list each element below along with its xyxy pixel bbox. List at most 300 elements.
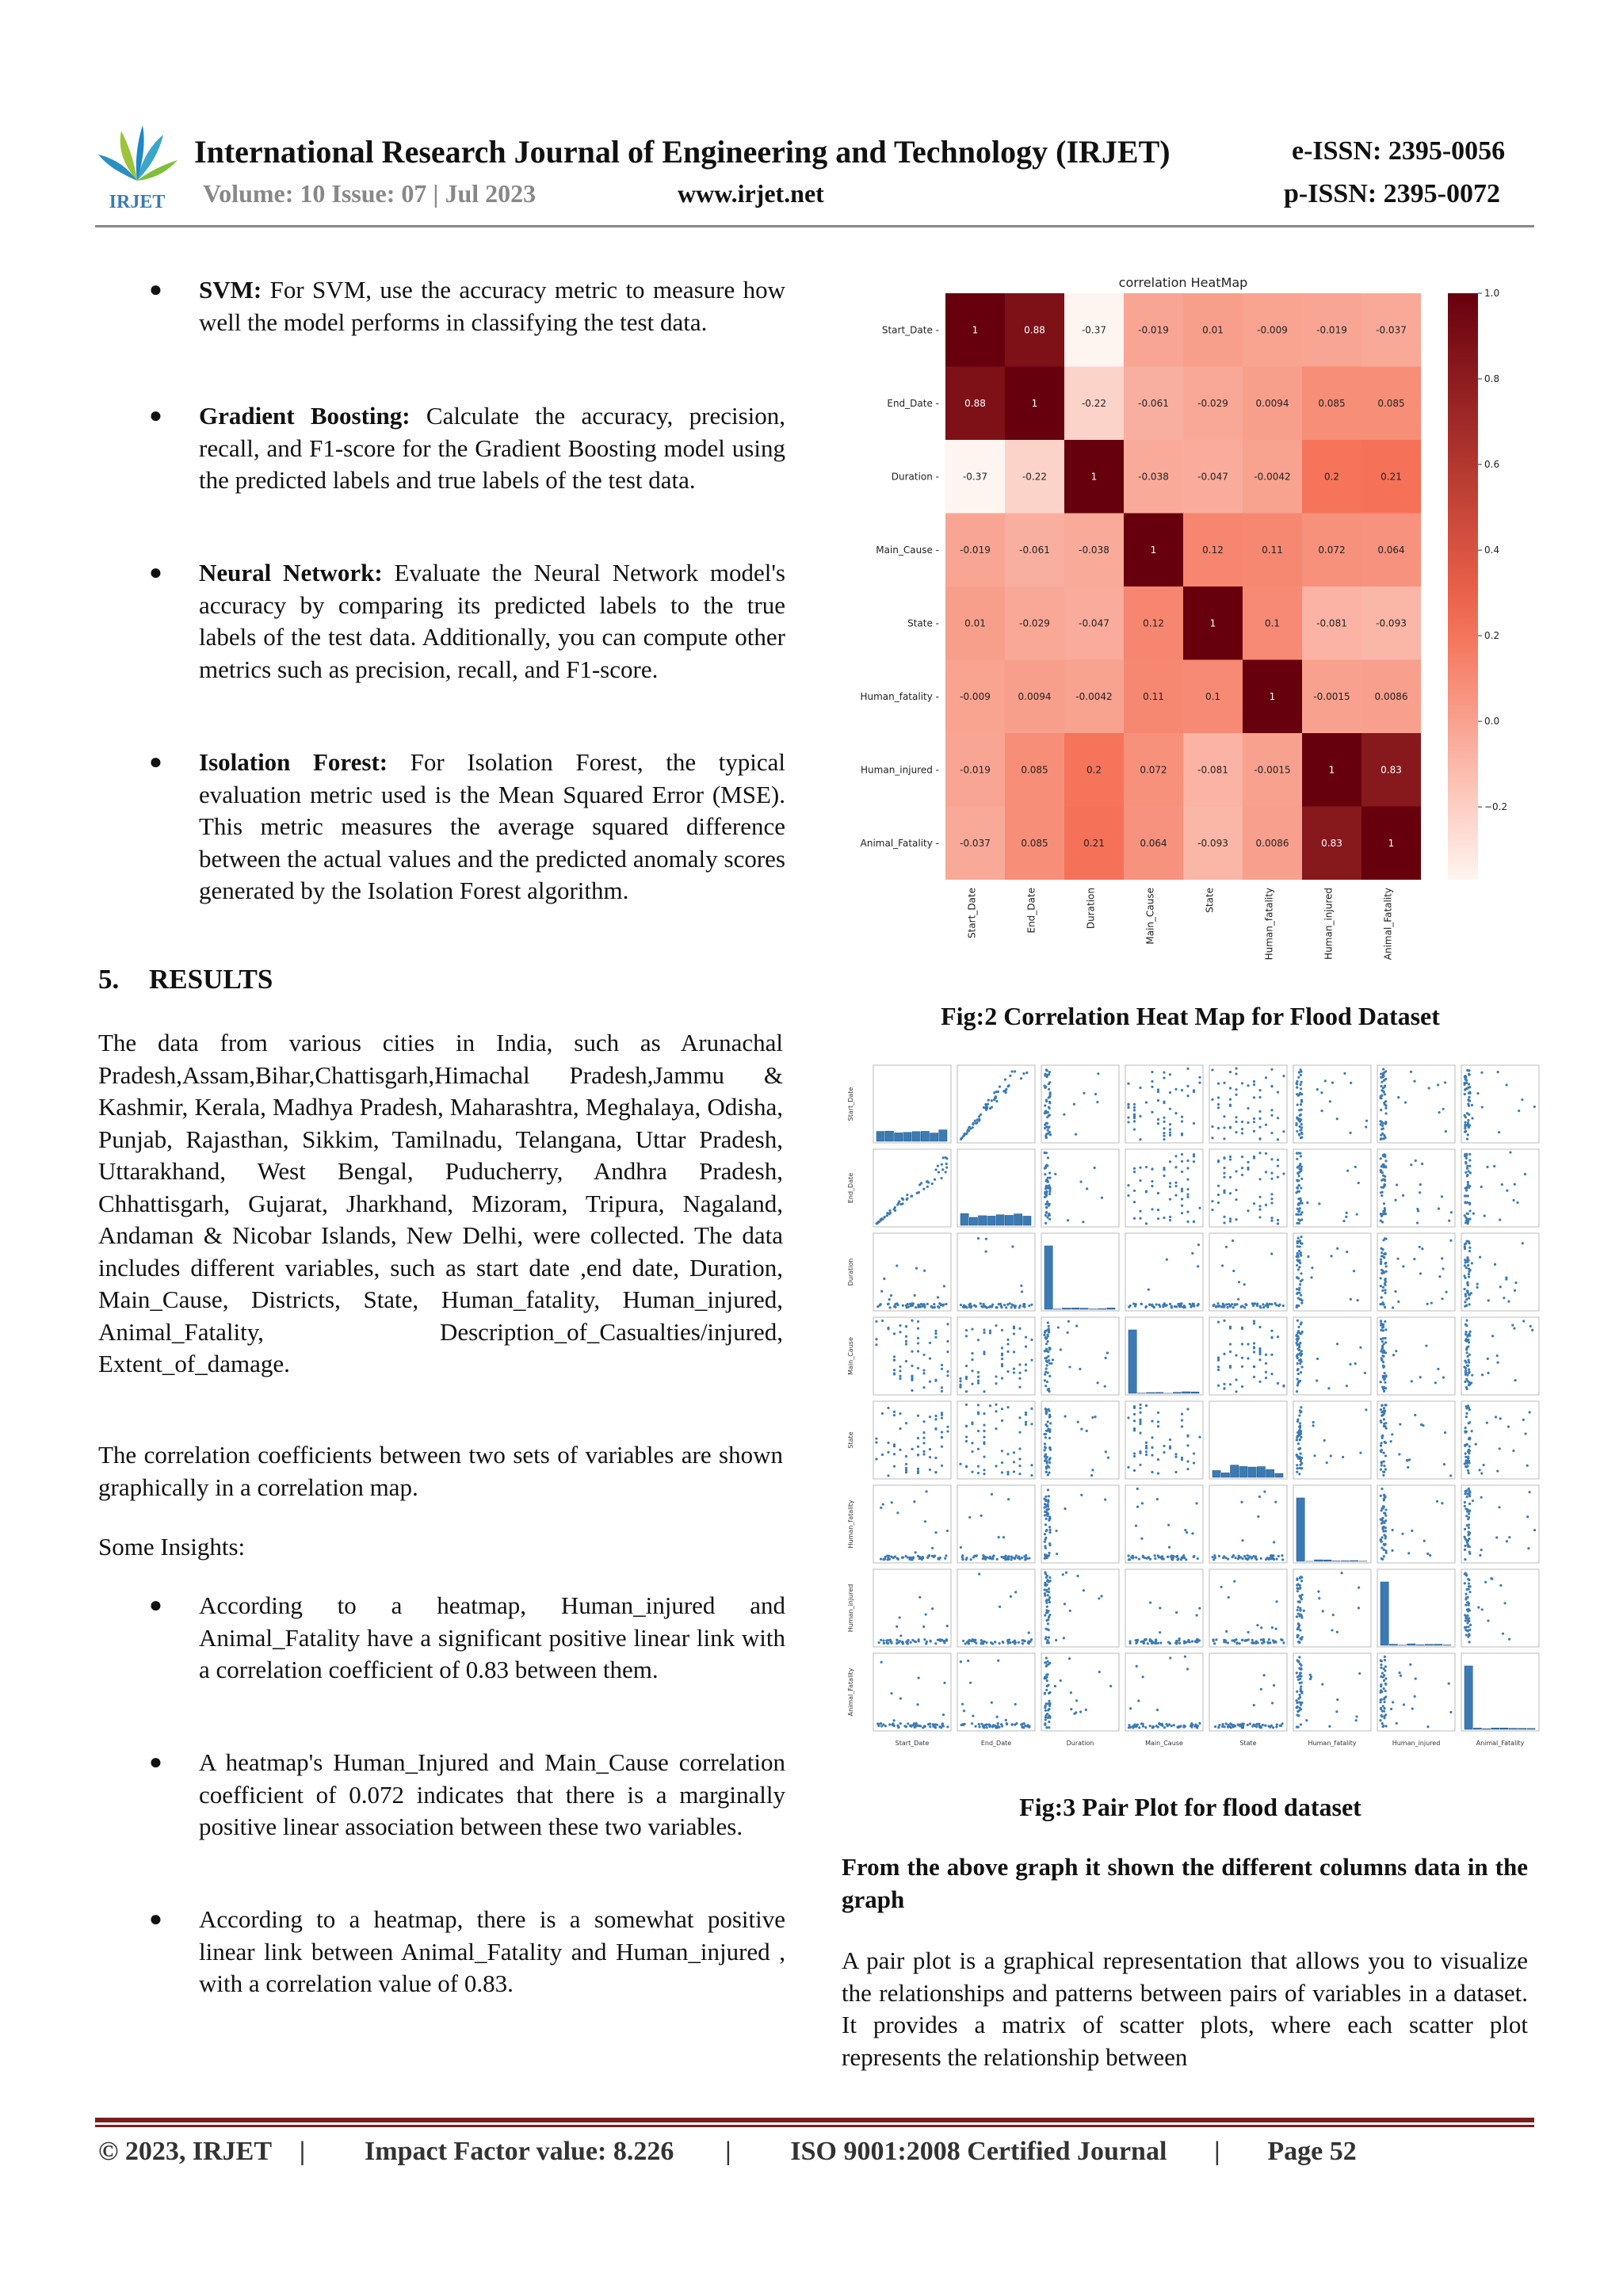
pairplot-point [959, 1386, 961, 1389]
logo-leaf-icon [98, 125, 178, 181]
pairplot-point [1380, 1329, 1382, 1331]
heatmap-cell-label: -0.029 [1197, 397, 1228, 409]
pairplot-cell [957, 1065, 1035, 1143]
pairplot-point [1467, 1636, 1469, 1638]
pairplot-point [991, 1493, 993, 1496]
pairplot-point [1301, 1366, 1304, 1368]
pairplot-point [983, 1430, 985, 1432]
pairplot-point [941, 1168, 944, 1171]
pairplot-point [1335, 1710, 1338, 1713]
pairplot-point [1018, 1377, 1021, 1380]
pairplot-hist-bar [960, 1213, 968, 1225]
pairplot-point [983, 1725, 985, 1727]
pairplot-point [1465, 1295, 1467, 1297]
pairplot-point [983, 1456, 985, 1458]
pairplot-point [1521, 1098, 1523, 1101]
pairplot-point [1410, 1163, 1412, 1166]
pairplot-y-label: State [847, 1431, 854, 1449]
pairplot-point [917, 1320, 919, 1323]
pairplot-point [1380, 1338, 1382, 1340]
pairplot-point [1018, 1465, 1021, 1467]
pairplot-point [1299, 1342, 1301, 1344]
pairplot-point [1383, 1679, 1385, 1682]
pairplot-point [1218, 1555, 1220, 1557]
pairplot-point [1300, 1682, 1303, 1684]
pairplot-point [1465, 1187, 1468, 1190]
pairplot-point [1381, 1358, 1383, 1361]
pairplot-point [1260, 1638, 1262, 1641]
pairplot-point [1001, 1358, 1003, 1360]
colorbar-tick-label: 0.2 [1484, 630, 1500, 642]
pairplot-point [1005, 1719, 1007, 1721]
pairplot-point [1136, 1506, 1139, 1508]
pairplot-point [1384, 1677, 1387, 1679]
heatmap-cell-label: 0.064 [1140, 837, 1167, 849]
pairplot-point [1299, 1198, 1301, 1200]
heatmap-col-label: Main_Cause [1144, 888, 1156, 945]
pairplot-hist-bar [1071, 1308, 1079, 1309]
pairplot-point [1468, 1069, 1470, 1072]
pairplot-point [1272, 1639, 1274, 1641]
pairplot-point [1258, 1152, 1261, 1154]
pairplot-point [1468, 1086, 1471, 1088]
pairplot-point [1383, 1555, 1385, 1557]
pairplot-point [1010, 1556, 1013, 1558]
pairplot-point [1508, 1536, 1510, 1538]
pairplot-point [914, 1725, 916, 1728]
pairplot-point [1267, 1642, 1270, 1645]
results-paragraph-1: The data from various cities in India, such as Arunachal Pradesh,Assam,Bihar,Chattisgarh,Himachal Pradesh,Jammu & Kashmir, Kerala, Madhya Pradesh, Maharashtra, Meghalaya, Odisha, Punjab, Rajasthan, Sikkim, Tamilnadu, Telangana, Uttar Pradesh, Uttarakhand, West Bengal, Puducherry, Andhra Pradesh, Chhattisgarh, Gujarat, Jharkhand, Mizoram, Tripura, Nagaland, Andaman & Nicobar Islands, New Delhi, were collected. The data includes different variables, such as start date ,end date, Duration, Main_Cause, Districts, State, Human_fatality, Human_injured, Animal_Fatality, Description_of_Casualties/injured, Extent_of_damage. [98, 1029, 783, 1377]
pairplot-point [961, 1558, 964, 1561]
pairplot-point [1046, 1606, 1048, 1608]
pairplot-point [1009, 1302, 1011, 1305]
pairplot-point [1384, 1512, 1386, 1515]
pairplot-point [1006, 1471, 1009, 1473]
pairplot-point [1381, 1710, 1384, 1712]
pairplot-point [1379, 1719, 1381, 1721]
heatmap-cell-label: -0.37 [962, 471, 988, 483]
pairplot-cell-frame [1293, 1233, 1371, 1311]
pairplot-point [1044, 1706, 1046, 1709]
pairplot-point [980, 1515, 983, 1517]
pairplot-point [1468, 1604, 1470, 1606]
pairplot-point [1380, 1285, 1382, 1287]
pairplot-point [946, 1530, 949, 1532]
pairplot-point [1175, 1305, 1178, 1308]
pairplot-point [1277, 1335, 1279, 1338]
pairplot-point [1018, 1416, 1021, 1419]
pairplot-point [1173, 1724, 1175, 1726]
pairplot-point [1380, 1171, 1382, 1173]
pairplot-cell-frame [1041, 1653, 1119, 1731]
pairplot-point [983, 1390, 985, 1392]
pairplot-point [1299, 1607, 1301, 1610]
pairplot-point [1449, 1240, 1452, 1242]
pairplot-point [946, 1426, 949, 1428]
pairplot-point [1464, 1301, 1466, 1303]
pairplot-point [1465, 1378, 1468, 1381]
pairplot-point [1310, 1675, 1312, 1678]
heatmap-cell-label: 0.01 [1202, 324, 1224, 336]
pairplot-point [920, 1303, 922, 1305]
figure-2-caption: Fig:2 Correlation Heat Map for Flood Dataset [941, 1002, 1440, 1030]
pairplot-point [909, 1641, 911, 1644]
pairplot-point [1476, 1092, 1479, 1095]
pairplot-point [1048, 1721, 1050, 1723]
pairplot-point [944, 1557, 946, 1560]
pairplot-point [1280, 1725, 1282, 1727]
pairplot-point [1467, 1181, 1469, 1183]
pairplot-point [1181, 1153, 1183, 1156]
pairplot-point [1133, 1469, 1136, 1472]
pairplot-point [911, 1724, 914, 1726]
pairplot-point [1296, 1471, 1298, 1473]
pairplot-point [1156, 1498, 1159, 1500]
pairplot-point [1217, 1194, 1220, 1196]
bullet-text: Evaluate the Neural Network model's accuracy by comparing its predicted labels to the true labels of the test data. Additionally, you can compute other metrics such as precision, recall, and F1-score. [199, 559, 785, 683]
pairplot-point [1464, 1264, 1466, 1266]
pairplot-point [922, 1420, 925, 1423]
pairplot-point [1030, 1358, 1033, 1361]
pairplot-point [1044, 1718, 1047, 1721]
pairplot-point [1468, 1445, 1471, 1447]
pairplot-point [1014, 1703, 1017, 1706]
journal-website[interactable]: www.irjet.net [678, 179, 824, 208]
pairplot-point [1223, 1137, 1225, 1140]
pairplot-point [1223, 1216, 1225, 1218]
pairplot-point [1465, 1615, 1468, 1618]
pairplot-point [1383, 1418, 1385, 1420]
pairplot-point [1391, 1433, 1393, 1435]
pairplot-point [1008, 1638, 1010, 1641]
pairplot-point [937, 1165, 939, 1167]
pairplot-point [1237, 1723, 1239, 1725]
pairplot-cell [1125, 1065, 1203, 1143]
pairplot-point [1468, 1384, 1470, 1386]
pairplot-cell-frame [1461, 1401, 1539, 1479]
pairplot-point [1406, 1459, 1408, 1461]
pairplot-point [1301, 1278, 1304, 1281]
irjet-logo [94, 119, 181, 214]
pairplot-point [1346, 1170, 1349, 1172]
pairplot-point [1503, 1297, 1505, 1299]
pairplot-point [1450, 1211, 1453, 1213]
pairplot-point [1018, 1473, 1021, 1475]
pairplot-cell [1125, 1317, 1203, 1395]
pairplot-point [1133, 1167, 1136, 1170]
pairplot-point [1305, 1719, 1308, 1721]
pairplot-point [888, 1298, 891, 1301]
pairplot-point [931, 1547, 934, 1549]
heatmap-cell-label: -0.029 [1019, 617, 1050, 629]
pairplot-point [1048, 1102, 1051, 1104]
pairplot-point [972, 1715, 974, 1717]
pairplot-point [1262, 1724, 1264, 1726]
pairplot-cell-frame [1377, 1401, 1455, 1479]
pairplot-point [1229, 1087, 1232, 1089]
pairplot-point [1254, 1557, 1257, 1560]
pairplot-point [1151, 1446, 1153, 1449]
pairplot-point [1166, 1304, 1168, 1306]
pairplot-point [1075, 1699, 1078, 1702]
pairplot-point [1464, 1201, 1466, 1203]
heatmap-cell-label: -0.0015 [1254, 764, 1291, 776]
pairplot-point [1129, 1305, 1132, 1307]
pairplot-point [1384, 1100, 1387, 1102]
pairplot-intro-bold: From the above graph it shown the different columns data in the graph [842, 1853, 1528, 1913]
heatmap-cell-label: 1 [972, 324, 979, 336]
pairplot-point [1186, 1179, 1189, 1181]
pairplot-y-label: Animal_Fatality [847, 1668, 854, 1717]
pairplot-point [1101, 1197, 1103, 1199]
pairplot-point [1174, 1166, 1177, 1168]
pairplot-point [1079, 1180, 1082, 1182]
pairplot-point [1047, 1488, 1049, 1491]
pairplot-point [1382, 1375, 1384, 1377]
pairplot-point [1381, 1165, 1383, 1167]
pairplot-point [1533, 1106, 1536, 1108]
pairplot-point [1048, 1190, 1051, 1193]
pairplot-point [1167, 1524, 1170, 1526]
pairplot-point [1142, 1675, 1144, 1678]
pairplot-point [1229, 1217, 1232, 1220]
pairplot-point [977, 1448, 980, 1450]
pairplot-point [1300, 1686, 1302, 1688]
pairplot-cell [1293, 1569, 1371, 1647]
pairplot-point [984, 1103, 987, 1106]
pairplot-point [1174, 1182, 1177, 1184]
pairplot-point [885, 1641, 888, 1644]
pairplot-point [1186, 1468, 1189, 1470]
pairplot-point [1044, 1541, 1046, 1543]
pairplot-point [1326, 1461, 1328, 1464]
pairplot-point [1048, 1472, 1050, 1474]
pairplot-point [941, 1368, 943, 1370]
pairplot-point [1223, 1388, 1225, 1390]
pairplot-cell [873, 1485, 951, 1563]
pairplot-point [1018, 1457, 1021, 1460]
pairplot-point [977, 1237, 980, 1240]
pairplot-point [1383, 1091, 1385, 1093]
pairplot-point [1048, 1415, 1051, 1418]
pairplot-point [1296, 1368, 1299, 1370]
pairplot-point [1390, 1708, 1392, 1710]
pairplot-point [1299, 1675, 1301, 1677]
pairplot-point [1241, 1082, 1243, 1084]
pairplot-point [1265, 1171, 1267, 1173]
pairplot-point [888, 1209, 891, 1212]
pairplot-point [875, 1338, 877, 1340]
pairplot-point [1395, 1350, 1397, 1352]
pairplot-point [1381, 1536, 1383, 1538]
heatmap-row-label: Start_Date - [881, 324, 939, 336]
pairplot-point [1281, 1558, 1284, 1561]
pairplot-point [1296, 1186, 1298, 1189]
pairplot-point [1381, 1698, 1383, 1701]
pairplot-point [1384, 1683, 1387, 1686]
pairplot-point [1381, 1435, 1383, 1438]
pairplot-point [1229, 1326, 1232, 1328]
pairplot-point [1186, 1668, 1189, 1670]
pairplot-point [1465, 1456, 1467, 1458]
pairplot-point [1328, 1725, 1331, 1728]
pairplot-point [1265, 1377, 1267, 1379]
volume-info: Volume: 10 Issue: 07 | Jul 2023 [203, 179, 537, 208]
pairplot-point [1381, 1255, 1383, 1257]
pairplot-point [1020, 1285, 1022, 1287]
pairplot-point [974, 1120, 976, 1122]
pairplot-point [941, 1364, 943, 1366]
pairplot-point [1135, 1556, 1137, 1558]
bullet-text: For SVM, use the accuracy metric to measure how well the model performs in classifying the test data. [199, 276, 785, 336]
pairplot-point [1480, 1472, 1483, 1474]
pairplot-point [1281, 1554, 1283, 1557]
pairplot-point [929, 1456, 931, 1458]
pairplot-point [1047, 1610, 1049, 1612]
pairplot-point [1220, 1305, 1223, 1308]
pairplot-point [934, 1531, 937, 1534]
pairplot-point [1380, 1419, 1382, 1422]
pairplot-point [1045, 1467, 1048, 1469]
pairplot-point [1094, 1093, 1097, 1095]
pairplot-point [1380, 1261, 1382, 1263]
pairplot-point [1151, 1167, 1153, 1170]
pairplot-point [1466, 1167, 1468, 1170]
pairplot-point [1045, 1702, 1048, 1705]
pairplot-point [1133, 1128, 1136, 1130]
pairplot-point [922, 1450, 925, 1453]
pairplot-point [1047, 1111, 1049, 1114]
heatmap-cell-label: -0.22 [1022, 471, 1048, 483]
pairplot-point [1465, 1162, 1467, 1164]
pairplot-point [1174, 1088, 1177, 1091]
pairplot-point [915, 1641, 917, 1643]
pairplot-x-label: Animal_Fatality [1476, 1740, 1525, 1747]
pairplot-point [1407, 1466, 1409, 1469]
pairplot-y-label: Human_fatality [847, 1499, 854, 1549]
pairplot-point [887, 1556, 889, 1558]
pairplot-point [1469, 1624, 1472, 1626]
pairplot-cell [1209, 1653, 1287, 1731]
pairplot-point [1157, 1554, 1159, 1557]
pairplot-point [877, 1723, 880, 1725]
pairplot-point [1044, 1442, 1046, 1445]
pairplot-point [1170, 1725, 1173, 1727]
pairplot-point [1075, 1711, 1077, 1713]
pairplot-point [1298, 1380, 1300, 1382]
pairplot-point [1221, 1725, 1224, 1728]
pairplot-point [1464, 1501, 1466, 1503]
heatmap-row-label: State - [907, 617, 939, 629]
heatmap-cell-label: 1 [1269, 690, 1276, 702]
pairplot-point [890, 1294, 892, 1297]
pairplot-point [1296, 1671, 1298, 1674]
pairplot-point [1183, 1557, 1186, 1559]
pairplot-point [1350, 1082, 1352, 1084]
pairplot-point [1212, 1640, 1215, 1642]
pairplot-point [1229, 1156, 1232, 1158]
pairplot-point [1466, 1175, 1468, 1177]
pairplot-point [1234, 1725, 1236, 1727]
pairplot-point [1465, 1443, 1468, 1446]
pairplot-point [1049, 1457, 1052, 1459]
pairplot-point [1298, 1710, 1300, 1712]
pairplot-point [1159, 1556, 1162, 1558]
pairplot-point [1296, 1264, 1298, 1266]
pairplot-point [965, 1404, 968, 1406]
pairplot-point [1430, 1301, 1433, 1304]
pairplot-point [927, 1723, 930, 1725]
pairplot-cell [1041, 1653, 1119, 1731]
pairplot-point [1480, 1186, 1483, 1188]
pairplot-point [1297, 1326, 1300, 1328]
pairplot-point [968, 1516, 971, 1519]
pairplot-point [1464, 1538, 1466, 1540]
pairplot-point [1381, 1528, 1384, 1530]
pairplot-point [905, 1467, 907, 1469]
pairplot-point [977, 1430, 980, 1432]
pairplot-point [1229, 1722, 1232, 1725]
pairplot-point [1214, 1725, 1216, 1728]
pairplot-point [934, 1306, 936, 1308]
pairplot-point [1176, 1555, 1178, 1557]
pairplot-point [1417, 1209, 1419, 1212]
pairplot-point [1468, 1096, 1470, 1098]
pairplot-point [1176, 1558, 1178, 1561]
pairplot-point [1524, 1432, 1526, 1435]
pairplot-point [1464, 1194, 1466, 1197]
pairplot-point [1045, 1689, 1048, 1691]
pairplot-point [1528, 1491, 1530, 1493]
pairplot-point [1358, 1672, 1361, 1675]
pairplot-point [1499, 1417, 1502, 1419]
heatmap-col-label: Start_Date [966, 888, 978, 938]
pairplot-point [1380, 1442, 1382, 1444]
pairplot-point [881, 1412, 884, 1415]
pairplot-point [1096, 1101, 1098, 1103]
pairplot-point [1045, 1471, 1048, 1473]
pairplot-point [1298, 1641, 1300, 1643]
pairplot-point [1241, 1174, 1243, 1176]
pairplot-point [1251, 1639, 1254, 1641]
pairplot-point [911, 1379, 913, 1381]
pairplot-point [1044, 1499, 1047, 1501]
pairplot-point [1296, 1259, 1299, 1262]
pairplot-point [965, 1329, 968, 1331]
pairplot-point [1152, 1641, 1155, 1644]
pairplot-hist-bar [1014, 1214, 1022, 1225]
pairplot-point [1054, 1173, 1056, 1175]
pairplot-point [1198, 1076, 1201, 1079]
pairplot-point [1048, 1081, 1051, 1083]
pairplot-point [1468, 1381, 1470, 1384]
pairplot-point [882, 1503, 884, 1506]
pairplot-point [1300, 1199, 1302, 1201]
pairplot-point [1505, 1276, 1507, 1278]
pairplot-point [926, 1490, 928, 1492]
pairplot-point [1465, 1489, 1468, 1492]
pairplot-point [1144, 1306, 1147, 1308]
pairplot-point [1468, 1092, 1470, 1095]
pairplot-point [1384, 1093, 1386, 1095]
pairplot-point [1296, 1590, 1299, 1592]
pairplot-point [1495, 1415, 1497, 1418]
pairplot-point [1437, 1083, 1439, 1086]
pairplot-hist-bar [1023, 1216, 1031, 1225]
pairplot-point [1211, 1209, 1213, 1211]
pairplot-point [1151, 1208, 1153, 1210]
pairplot-point [1247, 1161, 1249, 1163]
